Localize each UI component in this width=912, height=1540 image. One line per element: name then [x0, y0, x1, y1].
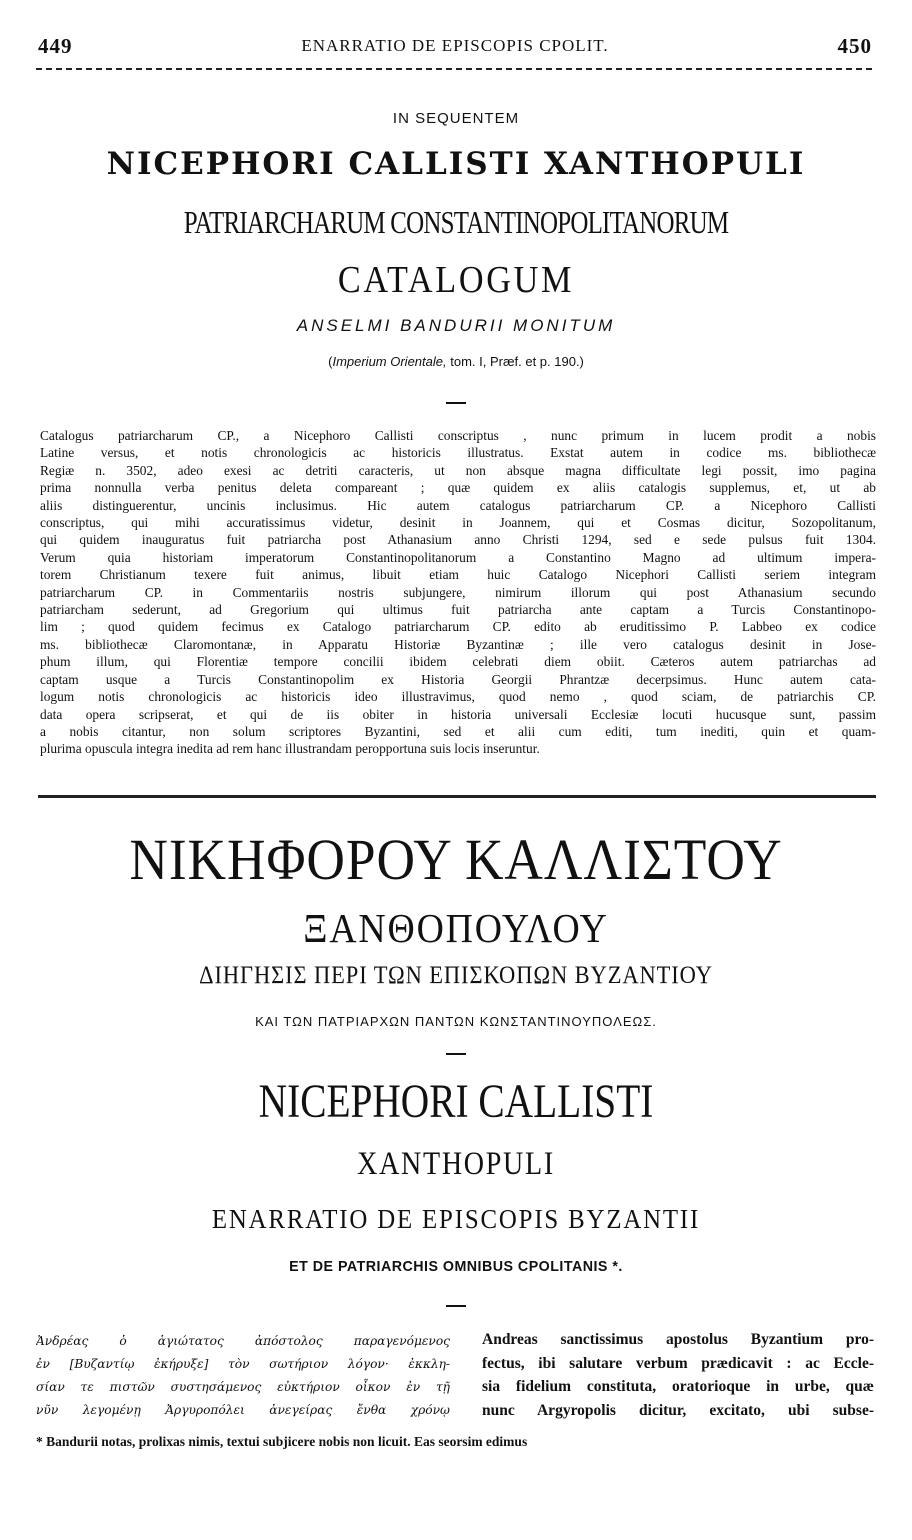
- text-line: Andreas sanctissimus apostolus Byzantium pro-: [482, 1331, 874, 1348]
- text-line: torem Christianum texere fuit animus, libuit etiam huic Catalogo Nicephori Callisti seriem integram: [40, 567, 876, 583]
- text-line: prima nonnulla verba penitus deleta compareant ; quæ quidem ex aliis catalogis supplemus, et, ut ab: [40, 480, 876, 496]
- text-line: νῦν λεγομένῃ Ἀργυροπόλει ἀνεγείρας ἔνθα χρόνῳ: [36, 1403, 450, 1417]
- text-line: conscriptus, qui mihi accuratissimus videtur, desinit in Joannem, qui et Cosmas dicitur, Sozopolitanum,: [40, 515, 876, 531]
- text-line: Ἀνδρέας ὁ ἁγιώτατος ἀπόστολος παραγενόμενος: [36, 1334, 450, 1348]
- source-reference: [0, 354, 912, 369]
- greek-title-line4: ΚΑΙ ΤΩΝ ΠΑΤΡΙΑΡΧΩΝ ΠΑΝΤΩΝ ΚΩΝΣΤΑΝΤΙΝΟΥΠΟΛΕΩΣ.: [255, 1014, 657, 1029]
- text-line: fectus, ibi salutare verbum prædicavit : ac Eccle-: [482, 1354, 874, 1372]
- text-line: aliis distinguerentur, uncinis inclusimus. Hic autem catalogus patriarcharum CP. a Nicephoro Callisti: [40, 497, 876, 513]
- monitum-heading: ANSELMI BANDURII MONITUM: [296, 316, 616, 335]
- latin-text-column: [482, 1328, 874, 1422]
- section-dash: [446, 1053, 466, 1055]
- latin-title-line3: ENARRATIO DE EPISCOPIS BYZANTII: [211, 1204, 701, 1234]
- latin-title-line1: NICEPHORI CALLISTI: [258, 1075, 654, 1128]
- text-line: data opera scripserat, et qui de iis obiter in historia universali Ecclesiæ locuti hucusque sunt, passim: [40, 706, 876, 722]
- text-line: σίαν τε πιστῶν συστησάμενος εὐκτήριον οἶκον ἐν τῇ: [36, 1380, 450, 1394]
- section-dash: [446, 402, 466, 404]
- section-dash: [446, 1305, 466, 1307]
- text-line: Catalogus patriarcharum CP., a Nicephoro Callisti conscriptus , nunc primum in lucem prodit a nobis: [40, 428, 876, 443]
- text-line: ἐν [Βυζαντίῳ ἐκήρυξε] τὸν σωτήριον λόγον· ἐκκλη-: [36, 1357, 450, 1371]
- text-line: patriarcham sederunt, ad Gregorium qui ultimus fuit patriarcha ante captam a Turcis Constantinopo-: [40, 602, 876, 618]
- source-italic: Imperium Orientale,: [332, 354, 447, 369]
- footnote: * Bandurii notas, prolixas nimis, textui subjicere nobis non licuit. Eas seorsim edimus: [36, 1434, 528, 1449]
- right-page-number: 450: [837, 34, 872, 58]
- text-line: a nobis citantur, non solum scriptores Byzantini, sed et alii cum editi, tum inediti, quin et quam-: [40, 723, 876, 739]
- text-line: plurima opuscula integra inedita ad rem hanc illustrandam peropportuna suis locis inseruntur.: [40, 741, 540, 757]
- section-rule: [38, 795, 876, 798]
- greek-title-line3: ΔΙΗΓΗΣΙΣ ΠΕΡΙ ΤΩΝ ΕΠΙΣΚΟΠΩΝ ΒΥΖΑΝΤΙΟΥ: [199, 962, 713, 989]
- greek-title-line2: ΞΑΝΘΟΠΟΥΛΟΥ: [303, 905, 609, 951]
- text-line: captam usque a Turcis Constantinopolim ex Historia Georgii Phrantzæ decerpsimus. Hunc autem cata-: [40, 671, 876, 687]
- text-line: sia fidelium constituta, oratorioque in urbe, quæ: [482, 1378, 874, 1395]
- text-line: lim ; quod quidem fecimus ex Catalogo patriarcharum CP. edito ab eruditissimo P. Labbeo ex codice: [40, 619, 876, 635]
- running-head: [38, 34, 872, 62]
- text-line: logum notis chronologicis ac historicis ideo illustravimus, quod nemo , quod sciam, de patriarchis CP.: [40, 689, 876, 705]
- greek-title-line1: ΝΙΚΗΦΟΡΟΥ ΚΑΛΛΙΣΤΟΥ: [129, 827, 783, 892]
- text-line: phum illum, qui Florentiæ tempore concilii ibidem celebrati diem obiit. Cæteros autem patriarchas ad: [40, 654, 876, 670]
- monitum-paragraph: [40, 427, 876, 758]
- source-open: (: [328, 354, 333, 369]
- text-line: ms. bibliothecæ Claromontanæ, in Apparatu Historiæ Byzantinæ ; ille vero catalogus desinit in Jose-: [40, 636, 876, 652]
- running-title: ENARRATIO DE EPISCOPIS CPOLIT.: [301, 36, 609, 55]
- catalogum-heading: CATALOGUM: [337, 259, 575, 301]
- text-line: Regiæ n. 3502, adeo exesi ac detriti caracteris, ut non absque magna difficultate legi possit, imo pagina: [40, 462, 876, 478]
- header-rule: [36, 68, 872, 70]
- text-line: qui quidem inauguratus fuit patriarcha post Athanasium anno Christi 1294, sed e sede pulsus fuit 1304.: [40, 532, 876, 548]
- greek-text-column: [36, 1330, 450, 1422]
- patriarcharum-heading: PATRIARCHARUM CONSTANTINOPOLITANORUM: [183, 204, 729, 240]
- latin-title-line4: ET DE PATRIARCHIS OMNIBUS CPOLITANIS *.: [289, 1258, 623, 1275]
- latin-title-line2: XANTHOPULI: [357, 1146, 555, 1182]
- text-line: nunc Argyropolis dicitur, excitato, ubi subse-: [482, 1401, 874, 1419]
- in-sequentem-heading: IN SEQUENTEM: [392, 110, 520, 127]
- source-rest: tom. I, Præf. et p. 190.): [446, 354, 584, 369]
- text-line: Verum quia historiam imperatorum Constantinopolitanorum a Constantino Magno ad ultimum impera-: [40, 549, 876, 565]
- text-line: patriarcharum CP. in Commentariis nostris subjungere, nimirum illorum qui post Athanasium secundo: [40, 584, 876, 600]
- nicephori-bold-title: NICEPHORI CALLISTI XANTHOPULI: [106, 146, 806, 182]
- left-page-number: 449: [38, 34, 73, 58]
- text-line: Latine versus, et notis chronologicis ac historicis illustratus. Exstat autem in codice ms. bibliothecæ: [40, 445, 876, 461]
